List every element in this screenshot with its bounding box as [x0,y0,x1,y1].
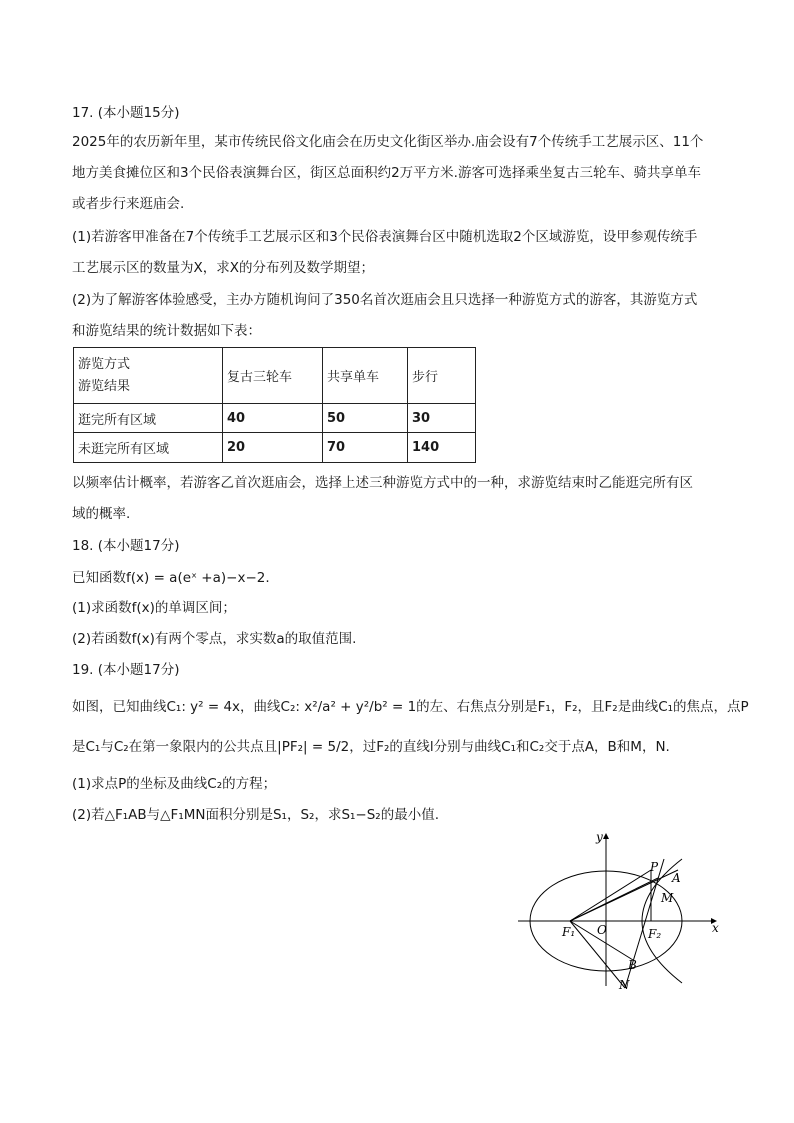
column-header: 复古三轮车 [223,348,323,404]
table-cell: 40 [223,404,323,433]
q17-subquestion-1-line-2: 工艺展示区的数量为X，求X的分布列及数学期望； [72,260,374,276]
label-p: P [650,860,659,874]
table-row [74,404,476,433]
table-cell: 70 [323,433,408,463]
label-y: y [596,830,603,844]
table-corner-cell [74,348,223,404]
q17-subquestion-2-line-1: (2)为了解游客体验感受，主办方随机询问了350名首次逛庙会且只选择一种游览方式的游客，其游览方式 [72,292,698,308]
corner-bottom-label: 游览结果 [78,378,131,394]
travel-stats-table [73,347,476,463]
q17-paragraph-line-1: 2025年的农历新年里，某市传统民俗文化庙会在历史文化街区举办.庙会设有7个传统手工艺展示区、11个 [72,134,704,150]
q19-header: 19. (本小题17分) [72,662,180,678]
q17-after-table-line-1: 以频率估计概率，若游客乙首次逛庙会，选择上述三种游览方式中的一种，求游览结束时乙能逛完所有区 [72,475,693,491]
q19-subquestion-1: (1)求点P的坐标及曲线C₂的方程； [72,776,277,792]
label-b: B [628,958,637,972]
conic-figure [516,826,726,996]
q17-paragraph-line-3: 或者步行来逛庙会. [72,196,185,212]
label-f2: F₂ [648,927,662,941]
table-cell: 140 [408,433,476,463]
label-f1: F₁ [562,925,576,939]
q17-subquestion-1-line-1: (1)若游客甲准备在7个传统手工艺展示区和3个民俗表演舞台区中随机选取2个区域游览，设甲参观传统手 [72,229,698,245]
q19-subquestion-2: (2)若△F₁AB与△F₁MN面积分别是S₁，S₂，求S₁−S₂的最小值. [72,807,440,823]
segment-f1-p [570,870,651,921]
table-cell: 30 [408,404,476,433]
q18-subquestion-2: (2)若函数f(x)有两个零点，求实数a的取值范围. [72,631,357,647]
table-row [74,433,476,463]
q17-after-table-line-2: 域的概率. [72,506,131,522]
label-n: N [619,978,630,992]
q18-stem: 已知函数f(x) = a(eˣ +a)−x−2. [72,570,270,586]
column-header: 共享单车 [323,348,408,404]
row-label: 未逛完所有区域 [74,433,223,463]
label-o: O [597,923,607,937]
table-cell: 50 [323,404,408,433]
label-a: A [672,871,681,885]
q18-subquestion-1: (1)求函数f(x)的单调区间； [72,600,236,616]
table-cell: 20 [223,433,323,463]
q19-stem-line-2: 是C₁与C₂在第一象限内的公共点且|PF₂| = 5/2，过F₂的直线l分别与曲线C₁和C₂交于点A，B和M，N. [72,739,670,755]
column-header: 步行 [408,348,476,404]
corner-top-label: 游览方式 [78,356,131,372]
q17-paragraph-line-2: 地方美食摊位区和3个民俗表演舞台区，街区总面积约2万平方米.游客可选择乘坐复古三轮车、骑共享单车 [72,165,701,181]
q17-subquestion-2-line-2: 和游览结果的统计数据如下表： [72,323,261,339]
row-label: 逛完所有区域 [74,404,223,433]
q19-stem-line-1: 如图，已知曲线C₁: y² = 4x，曲线C₂: x²/a² + y²/b² = 1的左、右焦点分别是F₁，F₂，且F₂是曲线C₁的焦点，点P [72,699,749,715]
label-m: M [661,891,674,905]
label-x: x [712,921,719,935]
q18-header: 18. (本小题17分) [72,538,180,554]
q17-header: 17. (本小题15分) [72,105,180,121]
segment-f1-m [570,878,658,921]
